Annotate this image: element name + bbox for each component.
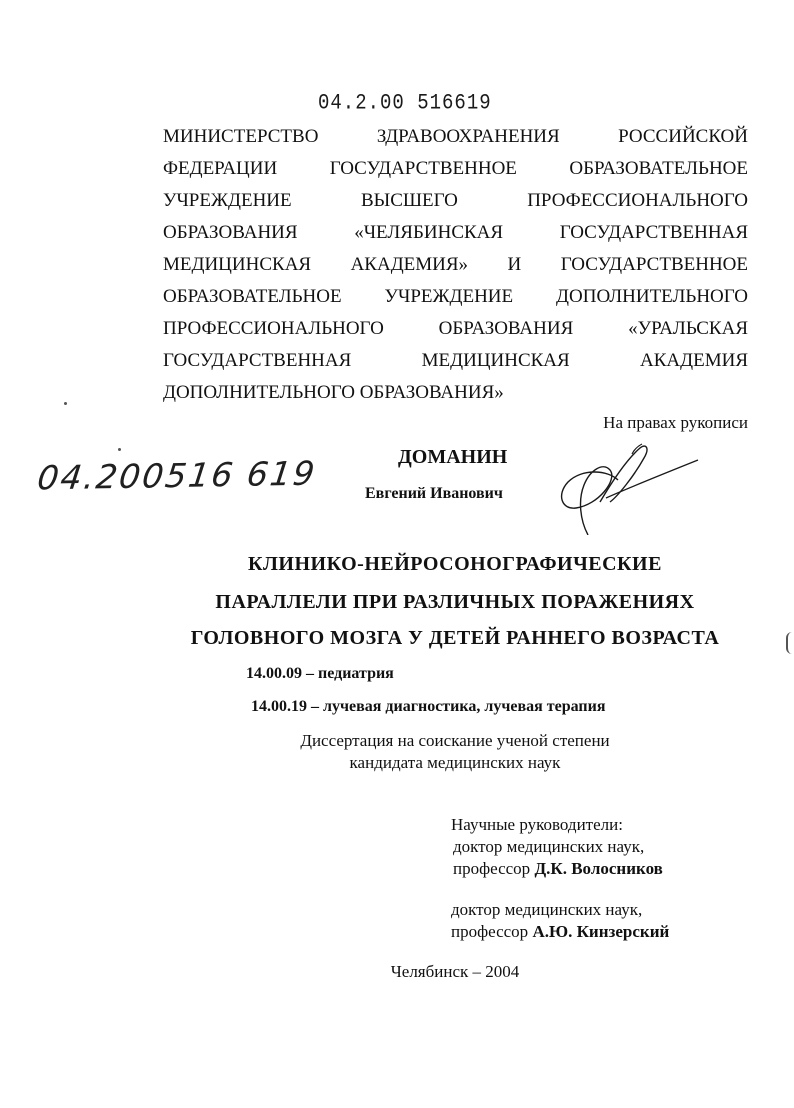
supervisor-rank: профессор (451, 922, 533, 941)
signature-icon (548, 440, 703, 535)
supervisor-name: Д.К. Волосников (534, 859, 663, 878)
author-given-names: Евгений Иванович (365, 485, 503, 502)
handwritten-registration-number: 04.200516 619 (35, 453, 319, 498)
supervisor-entry (453, 859, 663, 879)
author-surname: ДОМАНИН (398, 446, 508, 468)
specialty-line: 14.00.09 – педиатрия (246, 665, 394, 682)
supervisor-name: А.Ю. Кинзерский (532, 922, 670, 941)
institution-line: УЧРЕЖДЕНИЕ ВЫСШЕГО ПРОФЕССИОНАЛЬНОГО (163, 190, 748, 211)
scan-speck (64, 402, 67, 405)
supervisor-degree: доктор медицинских наук, (451, 900, 643, 919)
institution-line: ОБРАЗОВАНИЯ «ЧЕЛЯБИНСКАЯ ГОСУДАРСТВЕННАЯ (163, 222, 748, 243)
margin-mark (786, 632, 794, 654)
supervisor-degree: доктор медицинских наук, (453, 837, 645, 856)
institution-line: ФЕДЕРАЦИИ ГОСУДАРСТВЕННОЕ ОБРАЗОВАТЕЛЬНОЕ (163, 158, 748, 179)
title-line: ПАРАЛЛЕЛИ ПРИ РАЗЛИЧНЫХ ПОРАЖЕНИЯХ (215, 591, 695, 613)
scan-speck (118, 448, 121, 451)
institution-line: ПРОФЕССИОНАЛЬНОГО ОБРАЗОВАНИЯ «УРАЛЬСКАЯ (163, 318, 748, 339)
title-line: ГОЛОВНОГО МОЗГА У ДЕТЕЙ РАННЕГО ВОЗРАСТА (190, 627, 720, 649)
institution-line: ДОПОЛНИТЕЛЬНОГО ОБРАЗОВАНИЯ» (163, 382, 504, 403)
supervisor-entry (451, 922, 669, 942)
supervisors-heading: Научные руководители: (451, 815, 623, 834)
institution-line: МИНИСТЕРСТВО ЗДРАВООХРАНЕНИЯ РОССИЙСКОЙ (163, 126, 748, 147)
institution-line: МЕДИЦИНСКАЯ АКАДЕМИЯ» И ГОСУДАРСТВЕННОЕ (163, 254, 748, 275)
title-line: КЛИНИКО-НЕЙРОСОНОГРАФИЧЕСКИЕ (248, 553, 662, 575)
supervisor-rank: профессор (453, 859, 535, 878)
stamp-code: 04.2.00 516619 (318, 90, 492, 116)
city-year: Челябинск – 2004 (390, 962, 520, 981)
specialty-line: 14.00.19 – лучевая диагностика, лучевая терапия (251, 698, 606, 715)
dissertation-line: Диссертация на соискание ученой степени (300, 731, 610, 750)
dissertation-line: кандидата медицинских наук (349, 753, 561, 772)
institution-line: ОБРАЗОВАТЕЛЬНОЕ УЧРЕЖДЕНИЕ ДОПОЛНИТЕЛЬНОГО (163, 286, 748, 307)
manuscript-note: На правах рукописи (603, 413, 748, 432)
institution-line: ГОСУДАРСТВЕННАЯ МЕДИЦИНСКАЯ АКАДЕМИЯ (163, 350, 748, 371)
